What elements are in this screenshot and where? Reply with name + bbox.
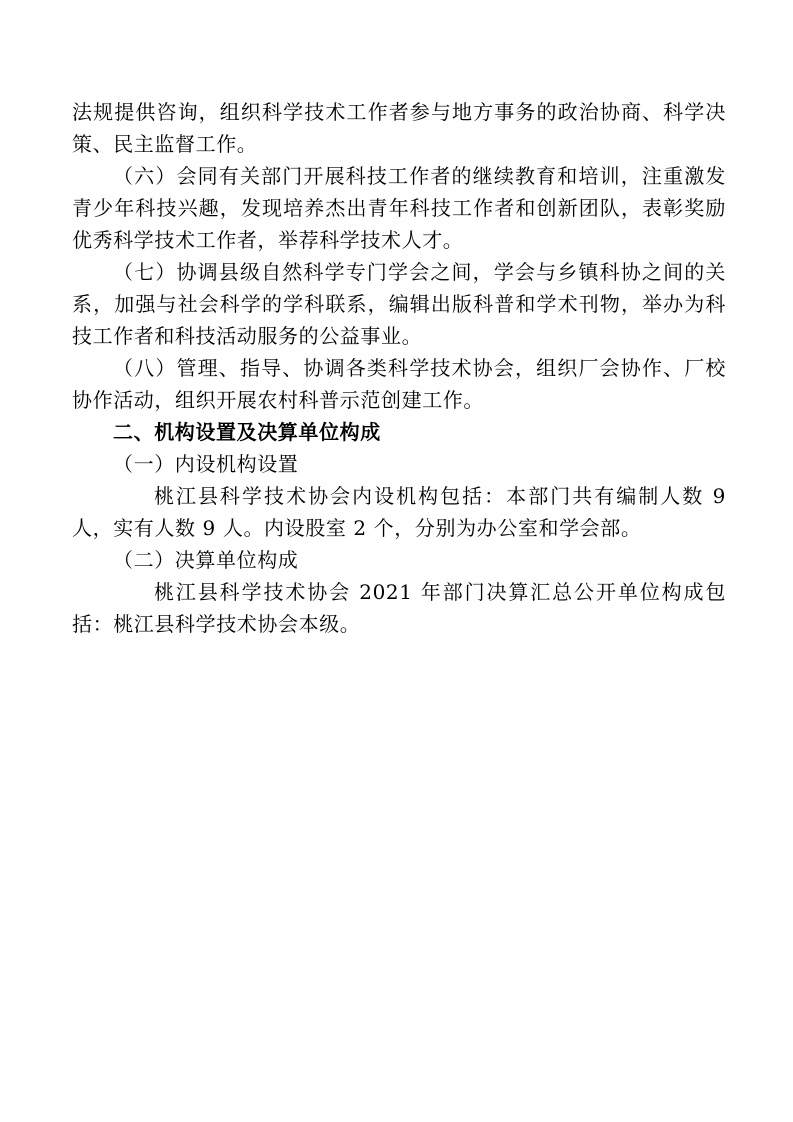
paragraph-item-eight: （八）管理、指导、协调各类科学技术协会，组织厂会协作、厂校协作活动，组织开展农村科普示范创建工作。: [72, 356, 726, 412]
paragraph-item-seven: （七）协调县级自然科学专门学会之间，学会与乡镇科协之间的关系，加强与社会科学的学科联系，编辑出版科普和学术刊物，举办为科技工作者和科技活动服务的公益事业。: [72, 260, 726, 348]
subsection-body-budget-units: 桃江县科学技术协会 2021 年部门决算汇总公开单位构成包括：桃江县科学技术协会本级。: [72, 580, 726, 636]
subsection-heading-internal-structure: （一）内设机构设置: [113, 452, 299, 476]
subsection-body-internal-structure: 桃江县科学技术协会内设机构包括：本部门共有编制人数 9 人，实有人数 9 人。内设股室 2 个，分别为办公室和学会部。: [72, 484, 726, 540]
subsection-heading-budget-units: （二）决算单位构成: [113, 548, 299, 572]
paragraph-item-six: （六）会同有关部门开展科技工作者的继续教育和培训，注重激发青少年科技兴趣，发现培养杰出青年科技工作者和创新团队，表彰奖励优秀科学技术工作者，举荐科学技术人才。: [72, 164, 726, 252]
document-body: [72, 96, 726, 640]
paragraph-continuation: 法规提供咨询，组织科学技术工作者参与地方事务的政治协商、科学决策、民主监督工作。: [72, 100, 726, 156]
section-heading: 二、机构设置及决算单位构成: [113, 420, 381, 444]
